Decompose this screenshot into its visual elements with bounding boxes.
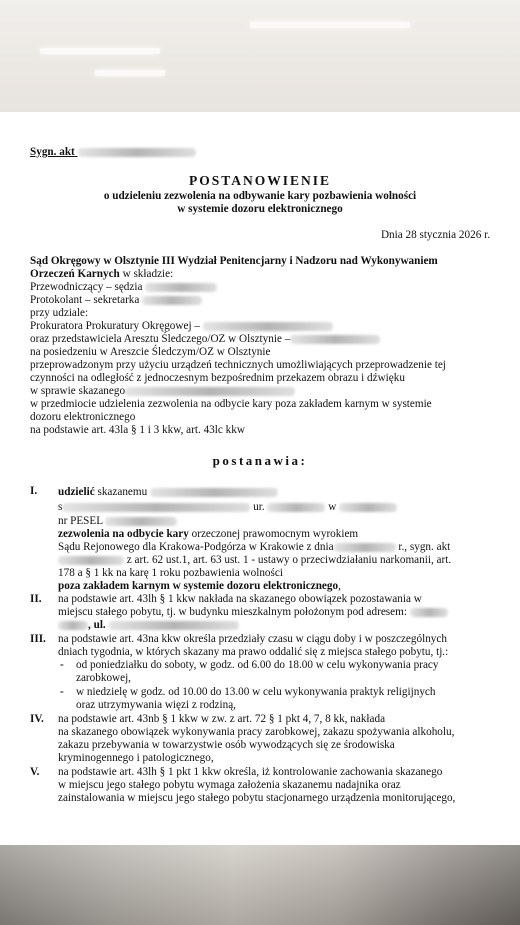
point-3-bullet-1b: zarobkowej, bbox=[76, 672, 131, 684]
redacted-judgment-date bbox=[334, 543, 396, 552]
grant-word: udzielić bbox=[58, 486, 95, 498]
redacted-postcode bbox=[58, 621, 88, 630]
devices-line-2: czynności na odległość z jednoczesnym bezpośrednim przekazem obrazu i dźwięku bbox=[30, 372, 405, 384]
point-5-line-1: na podstawie art. 43lh § 1 pkt 1 kkw określa, iż kontrolowanie zachowania skazanego bbox=[58, 766, 443, 778]
subject-line-1: w przedmiocie udzielenia zezwolenia na odbycie kary poza zakładem karnym w systemie bbox=[30, 398, 432, 410]
point-2-line-1: na podstawie art. 43lh § 1 kkw nakłada na skazanego obowiązek pozostawania w bbox=[58, 593, 422, 605]
title-line-2: w systemie dozoru elektronicznego bbox=[177, 203, 343, 215]
redacted-city bbox=[410, 608, 448, 617]
point-5-number: V. bbox=[30, 766, 40, 778]
point-1-line-7: 178 a § 1 kk na karę 1 roku pozbawienia wolności bbox=[58, 567, 283, 579]
outside-phrase: poza zakładem karnym w systemie dozoru elektronicznego bbox=[58, 580, 339, 592]
in-label: w bbox=[328, 501, 337, 513]
redacted-signature bbox=[78, 148, 196, 157]
redacted-detention-rep bbox=[290, 335, 380, 344]
s-label: s bbox=[58, 501, 63, 513]
signature-label: Sygn. akt bbox=[30, 146, 75, 158]
outside-end: , bbox=[338, 580, 341, 592]
ceiling-light bbox=[40, 48, 160, 54]
point-1-line-1 bbox=[58, 486, 278, 499]
point-4-line-4: kryminogennego i patologicznego, bbox=[58, 752, 214, 764]
bullet-dash: - bbox=[60, 686, 64, 698]
redacted-birthdate bbox=[267, 503, 325, 512]
court-line-end: r., sygn. akt bbox=[398, 541, 451, 553]
point-1-line-6 bbox=[58, 554, 451, 567]
court-composition-label: w składzie: bbox=[119, 268, 174, 280]
point-3-line-1: na podstawie art. 43na kkw określa przedziały czasu w ciągu doby i w poszczególnych bbox=[58, 633, 447, 645]
redacted-prosecutor bbox=[203, 322, 333, 331]
grant-rest: skazanemu bbox=[94, 486, 148, 498]
point-3-bullet-2b: oraz utrzymywania więzi z rodziną, bbox=[76, 699, 236, 711]
point-2-line-3 bbox=[58, 619, 239, 632]
clerk-line bbox=[30, 294, 202, 307]
articles-text: z art. 62 ust.1, art. 63 ust. 1 - ustawy o przeciwdziałaniu narkomanii, art. bbox=[126, 554, 452, 566]
redacted-pesel bbox=[105, 517, 177, 526]
redacted-case-number bbox=[58, 556, 124, 565]
point-1-number: I. bbox=[30, 485, 38, 497]
point-1-line-4 bbox=[58, 528, 358, 541]
point-3-number: III. bbox=[30, 633, 46, 645]
document-page bbox=[0, 112, 520, 845]
court-line: Sądu Rejonowego dla Krakowa-Podgórza w Krakowie z dnia bbox=[58, 541, 334, 553]
case-of-label: w sprawie skazanego bbox=[30, 385, 126, 397]
ceiling-light bbox=[95, 70, 165, 76]
point-5-line-3: zainstalowania w miejscu jego stałego pobytu stacjonarnego urządzenia monitorującego, bbox=[58, 792, 456, 804]
chair-line bbox=[30, 281, 217, 294]
court-division-name: Orzeczeń Karnych bbox=[30, 268, 120, 280]
point-4-line-2: na skazanego obowiązek wykonywania pracy zarobkowej, zakazu spożywania alkoholu, bbox=[58, 726, 455, 738]
pesel-label: nr PESEL bbox=[58, 515, 103, 527]
permit-phrase: zezwolenia na odbycie kary bbox=[58, 528, 189, 540]
photo-shade bbox=[0, 845, 520, 925]
participation-line: przy udziale: bbox=[30, 307, 89, 319]
clerk-label: Protokolant – sekretarka bbox=[30, 294, 140, 306]
street-label: , ul. bbox=[88, 619, 106, 631]
background-courtroom-photo bbox=[0, 845, 520, 925]
court-line-2 bbox=[30, 268, 173, 281]
address-label: miejscu stałego pobytu, tj. w budynku mieszkalnym położonym pod adresem: bbox=[58, 606, 407, 618]
devices-line-1: przeprowadzonym przy użyciu urządzeń technicznych umożliwiających przeprowadzenie tej bbox=[30, 359, 446, 371]
bullet-dash: - bbox=[60, 659, 64, 671]
point-4-line-3: zakazu przebywania w towarzystwie osób wywodzących się ze środowiska bbox=[58, 739, 395, 751]
document-title: POSTANOWIENIE bbox=[188, 173, 332, 188]
point-4-number: IV. bbox=[30, 713, 44, 725]
redacted-judge bbox=[145, 283, 217, 292]
prosecutor-line bbox=[30, 320, 333, 333]
decision-heading: postanawia: bbox=[212, 453, 308, 468]
born-label: ur. bbox=[253, 501, 265, 513]
redacted-birthplace bbox=[339, 503, 397, 512]
point-1-line-5 bbox=[58, 541, 450, 554]
point-5-line-2: w miejscu jego stałego pobytu wymaga założenia skazanemu nadajnika oraz bbox=[58, 779, 401, 791]
point-4-line-1: na podstawie art. 43nb § 1 kkw w zw. z art. 72 § 1 pkt 4, 7, 8 kk, nakłada bbox=[58, 713, 386, 725]
chair-label: Przewodniczący – sędzia bbox=[30, 281, 143, 293]
point-1-line-8 bbox=[58, 580, 341, 593]
court-line-1: Sąd Okręgowy w Olsztynie III Wydział Penitencjarny i Nadzoru nad Wykonywaniem bbox=[30, 255, 438, 267]
redacted-name bbox=[150, 488, 278, 497]
redacted-parentage bbox=[62, 503, 250, 512]
point-3-line-2: dniach tygodnia, w których skazany ma prawo oddalić się z miejsca stałego pobytu, tj.: bbox=[58, 646, 449, 658]
subject-line-2: dozoru elektronicznego bbox=[30, 411, 136, 423]
session-line: na posiedzeniu w Areszcie Śledczym/OZ w Olsztynie bbox=[30, 346, 271, 358]
detention-rep-label: oraz przedstawiciela Aresztu Śledczego/OZ w Olsztynie – bbox=[30, 333, 291, 345]
point-2-line-2 bbox=[58, 606, 448, 619]
redacted-convict-name bbox=[125, 387, 295, 396]
point-2-number: II. bbox=[30, 593, 42, 605]
redacted-clerk bbox=[142, 296, 202, 305]
title-line-1: o udzieleniu zezwolenia na odbywanie kary pozbawienia wolności bbox=[103, 190, 417, 202]
point-3-bullet-2a: w niedzielę w godz. od 10.00 do 13.00 w celu wykonywania praktyk religijnych bbox=[76, 686, 436, 698]
case-of-line bbox=[30, 385, 295, 398]
point-3-bullet-1a: od poniedziałku do soboty, w godz. od 6.00 do 18.00 w celu wykonywania pracy bbox=[76, 659, 439, 671]
prosecutor-label: Prokuratora Prokuratury Okręgowej – bbox=[30, 320, 200, 332]
permit-rest: orzeczonej prawomocnym wyrokiem bbox=[188, 528, 359, 540]
detention-rep-line bbox=[30, 333, 380, 346]
ceiling-light bbox=[250, 22, 410, 28]
document-date: Dnia 28 stycznia 2026 r. bbox=[380, 229, 490, 241]
background-ceiling-photo bbox=[0, 0, 520, 112]
point-1-line-3 bbox=[58, 515, 177, 528]
redacted-street bbox=[109, 621, 239, 630]
signature-line bbox=[30, 146, 196, 159]
point-1-line-2 bbox=[58, 501, 397, 514]
legal-basis-line: na podstawie art. 43la § 1 i 3 kkw, art. 43lc kkw bbox=[30, 424, 245, 436]
